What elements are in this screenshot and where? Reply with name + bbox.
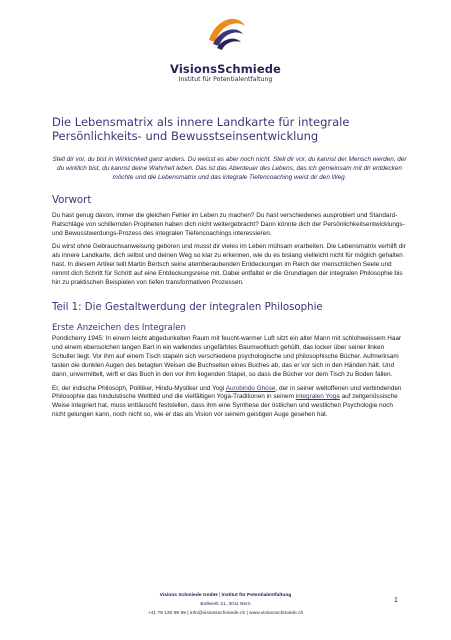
footer-address: Bollwerk 21, 3011 Bern: [200, 602, 251, 607]
text-segment: Er, der indische Philosoph, Politiker, Hindu-Mystiker und Yogi: [52, 384, 226, 392]
brand-name: VisionsSchmiede: [170, 62, 281, 76]
text-segment: , der in seiner weltoffenen und verbindenden Philosophie das hinduistische Weltbild und die vielfältigen Yoga-Traditionen in seinem: [52, 384, 402, 401]
footer-company-name: Visions Schmiede GmbH: [159, 593, 218, 598]
paragraph-aurobindo: [52, 385, 407, 421]
visionsschmiede-logo-icon: [203, 12, 249, 54]
link-integralen-yoga[interactable]: integralen Yoga: [295, 393, 340, 401]
document-title: Die Lebensmatrix als innere Landkarte für integrale Persönlichkeits- und Bewusstseinsentwicklung: [52, 115, 350, 143]
vorwort-paragraph-1: Du hast genug davon, immer die gleichen Fehler im Leben zu machen? Du hast verschiedenes ausprobiert und Standard-Ratschläge von schillernden Propheten haben dich nicht weitergebracht? Dann könnte dich der Persönlichkeitsentwicklungs- und Bewusstwerdungs-Prozess des integralen Tiefencoachings interessieren.: [52, 211, 405, 237]
footer-separator: |: [217, 593, 222, 598]
link-aurobindo-ghose[interactable]: Aurobindo Ghose: [225, 384, 276, 392]
paragraph-pondicherry: Pondicherry 1945: In einem leicht abgedunkelten Raum mit feucht-warmer Luft sitzt ein alter Mann mit schlohweissem Haar und einem ebensolchen langen Bart in ein wallendes ungefärbtes Baumwolltuch gehüllt, das locker über seiner linken Schulter liegt. Vor ihm auf einem Tisch stapeln sich verschiedene psychologische und philosophische Bücher. Aufmerksam tasten die dunklen Augen des betagten Weisen die Buchseiten eines Buches ab, das er vor sich in den Händen hält. Und dann, unvermittelt, wirft er das Buch in den vor ihm liegenden Stapel, so dass die Bücher vor dem Tisch zu Boden fallen.: [52, 334, 402, 378]
heading-teil-1: Teil 1: Die Gestaltwerdung der integralen Philosophie: [52, 301, 323, 313]
footer-institute: Institut für Potentialentfaltung: [221, 593, 292, 598]
brand-tagline: Institut für Potentialentfaltung: [178, 76, 273, 83]
page-number: 1: [394, 597, 398, 604]
text-segment: auf zeitgenössische Weise integriert hat, muss enttäuscht feststellen, dass ihm eine Synthese der östlichen und westlichen Psychologie noch nicht gelungen kann, noch nicht so, wie er das als Vision vor seinem geistigen Auge gesehen hat.: [52, 393, 398, 419]
subheading-integral: Erste Anzeichen des Integralen: [52, 322, 186, 333]
page-footer: [0, 591, 451, 618]
footer-line-company: [0, 591, 451, 600]
article-content: [52, 116, 407, 425]
intro-text: Stell dir vor, du bist in Wirklichkeit ganz anders. Du weisst es aber noch nicht. Stell dir vor, du kannst der Mensch werden, der du wirklich bist, du kannst deine Wahrheit leben. Das ist das Abenteuer des Lebens, das ich gemeinsam mit dir entdecken möchte und die Lebensmatrix und das integrale Tiefencoaching weist dir den Weg.: [52, 156, 407, 181]
heading-vorwort: Vorwort: [52, 194, 92, 206]
brand-logo: [0, 12, 451, 88]
vorwort-paragraph-2: Du wirst ohne Gebrauchsanweisung geboren und musst dir vieles im Leben mühsam erarbeiten. Die Lebensmatrix verhilft dir als innere Landkarte, dich selbst und deinen Weg so klar zu erkennen, wie du es bislang vielleicht nicht für möglich gehalten hast. In diesem Artikel teilt Martin Bertsch seine atemberaubenden Entdeckungen im Reich der menschlichen Seele und nimmt dich Schritt für Schritt auf eine Entdeckungsreise mit. Dabei entfaltet er die Grundlagen der integralen Philosophie bis hin zu praktischen Beispielen von tiefen transformativen Prozessen.: [52, 243, 406, 287]
footer-contact: +41 79 130 99 99 | info@visionsschmiede.ch | www.visionsschmiede.ch: [147, 611, 304, 616]
